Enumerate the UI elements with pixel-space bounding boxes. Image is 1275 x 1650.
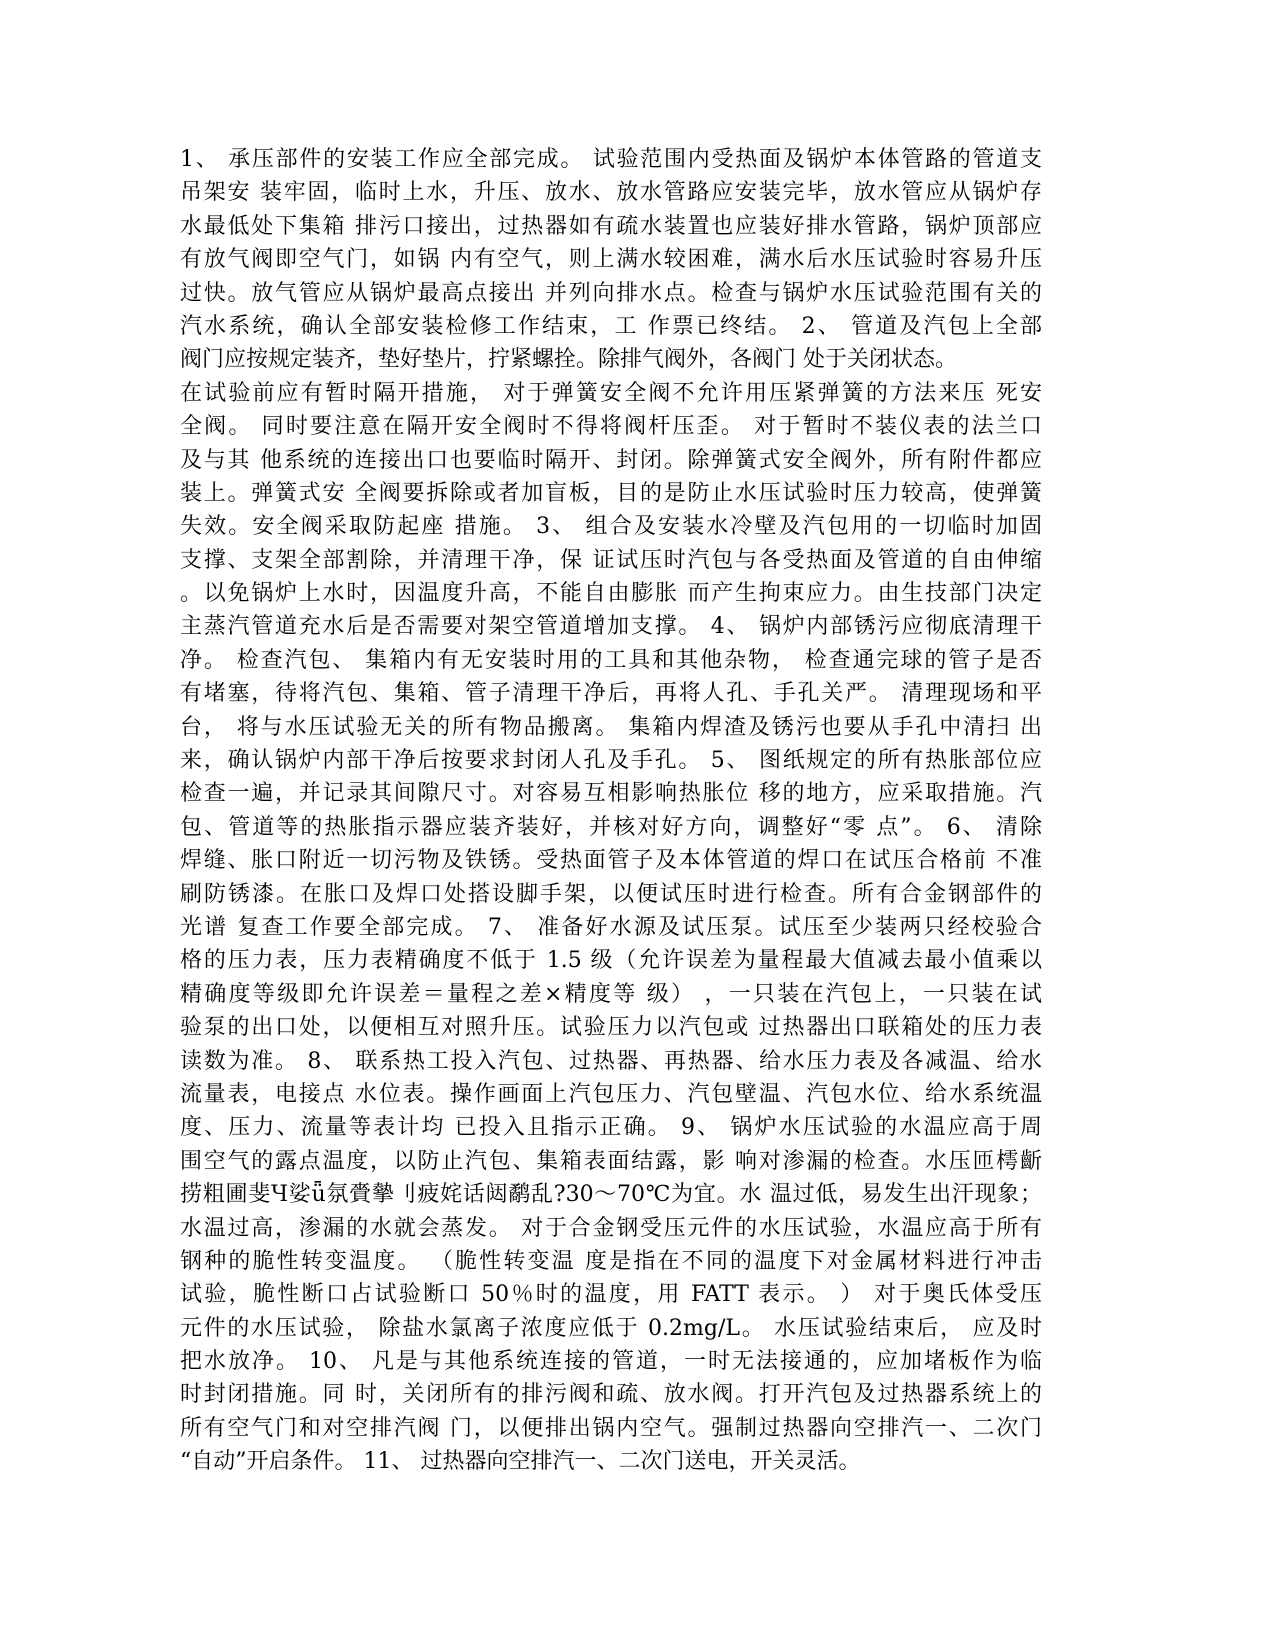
text-line: 失效。安全阀采取防起座 措施。 3、 组合及安装水冷壁及汽包用的一切临时加固 [180, 514, 1042, 540]
text-line: 试验，脆性断口占试验断口 50％时的温度，用 FATT 表示。 ） 对于奥氏体受压 [180, 1282, 1042, 1308]
text-line: 光谱 复查工作要全部完成。 7、 准备好水源及试压泵。试压至少装两只经校验合 [180, 914, 1042, 940]
text-line: 台， 将与水压试验无关的所有物品搬离。 集箱内焊渣及锈污也要从手孔中清扫 出 [180, 714, 1042, 740]
document-body [180, 143, 1042, 1479]
text-line: 有放气阀即空气门，如锅 内有空气，则上满水较困难，满水后水压试验时容易升压 [180, 247, 1042, 273]
text-line: 全阀。 同时要注意在隔开安全阀时不得将阀杆压歪。 对于暂时不装仪表的法兰口 [180, 414, 1042, 440]
text-line: 有堵塞，待将汽包、集箱、管子清理干净后，再将人孔、手孔关严。 清理现场和平 [180, 681, 1042, 707]
text-line: 汽水系统，确认全部安装检修工作结束，工 作票已终结。 2、 管道及汽包上全部 [180, 313, 1042, 339]
text-line: 装上。弹簧式安 全阀要拆除或者加盲板，目的是防止水压试验时压力较高，使弹簧 [180, 480, 1042, 506]
text-line: 水最低处下集箱 排污口接出，过热器如有疏水装置也应装好排水管路，锅炉顶部应 [180, 213, 1042, 239]
text-line: 围空气的露点温度，以防止汽包、集箱表面结露，影 响对渗漏的检查。水压匝樗齗 [180, 1148, 1042, 1174]
text-line: 度、压力、流量等表计均 已投入且指示正确。 9、 锅炉水压试验的水温应高于周 [180, 1115, 1042, 1141]
text-line: 1、 承压部件的安装工作应全部完成。 试验范围内受热面及锅炉本体管路的管道支 [180, 147, 1042, 172]
text-line: 主蒸汽管道充水后是否需要对架空管道增加支撑。 4、 锅炉内部锈污应彻底清理干 [180, 614, 1042, 640]
text-line: 捞粗圃斐Ч娑ǖ氛賫摰刂疲姹话闼鹬乱?30～70℃为宜。水 温过低，易发生出汗现象； [180, 1182, 1042, 1208]
text-line: 过快。放气管应从锅炉最高点接出 并列向排水点。检查与锅炉水压试验范围有关的 [180, 280, 1042, 306]
text-line: 所有空气门和对空排汽阀 门，以便排出锅内空气。强制过热器向空排汽一、二次门 [180, 1415, 1042, 1441]
text-line: 钢种的脆性转变温度。 （脆性转变温 度是指在不同的温度下对金属材料进行冲击 [180, 1248, 1042, 1274]
text-line: 净。 检查汽包、 集箱内有无安装时用的工具和其他杂物， 检查通完球的管子是否 [180, 647, 1042, 673]
text-line: 元件的水压试验， 除盐水氯离子浓度应低于 0.2mg/L。 水压试验结束后， 应及时 [180, 1315, 1042, 1341]
text-line: 包、管道等的热胀指示器应装齐装好，并核对好方向，调整好“零 点”。 6、 清除 [180, 814, 1042, 840]
text-line: 。以免锅炉上水时，因温度升高，不能自由膨胀 而产生拘束应力。由生技部门决定 [180, 581, 1042, 607]
text-line: 刷防锈漆。在胀口及焊口处搭设脚手架，以便试压时进行检查。所有合金钢部件的 [180, 881, 1042, 907]
text-line: 在试验前应有暂时隔开措施， 对于弹簧安全阀不允许用压紧弹簧的方法来压 死安 [180, 380, 1042, 406]
text-line: 检查一遍，并记录其间隙尺寸。对容易互相影响热胀位 移的地方，应采取措施。汽 [180, 781, 1042, 807]
text-line: 流量表，电接点 水位表。操作画面上汽包压力、汽包壁温、汽包水位、给水系统温 [180, 1081, 1042, 1107]
text-line: 来，确认锅炉内部干净后按要求封闭人孔及手孔。 5、 图纸规定的所有热胀部位应 [180, 748, 1042, 774]
text-line: 格的压力表，压力表精确度不低于 1.5 级（允许误差为量程最大值减去最小值乘以 [180, 948, 1042, 974]
text-line: 焊缝、胀口附近一切污物及铁锈。受热面管子及本体管道的焊口在试压合格前 不准 [180, 848, 1042, 874]
text-line: “自动”开启条件。 11、 过热器向空排汽一、二次门送电，开关灵活。 [180, 1449, 861, 1475]
text-line: 阀门应按规定装齐，垫好垫片，拧紧螺拴。除排气阀外，各阀门 处于关闭状态。 [180, 347, 957, 373]
text-line: 读数为准。 8、 联系热工投入汽包、过热器、再热器、给水压力表及各减温、给水 [180, 1048, 1042, 1074]
text-line: 把水放净。 10、 凡是与其他系统连接的管道，一时无法接通的，应加堵板作为临 [180, 1349, 1042, 1375]
text-line: 及与其 他系统的连接出口也要临时隔开、封闭。除弹簧式安全阀外，所有附件都应 [180, 447, 1042, 473]
text-line: 验泵的出口处，以便相互对照升压。试验压力以汽包或 过热器出口联箱处的压力表 [180, 1015, 1042, 1041]
text-line: 支撑、支架全部割除，并清理干净，保 证试压时汽包与各受热面及管道的自由伸缩 [180, 547, 1042, 573]
text-line: 水温过高，渗漏的水就会蒸发。 对于合金钢受压元件的水压试验，水温应高于所有 [180, 1215, 1042, 1241]
text-line: 吊架安 装牢固，临时上水，升压、放水、放水管路应安装完毕，放水管应从锅炉存 [180, 180, 1042, 206]
text-line: 精确度等级即允许误差＝量程之差×精度等 级） ，一只装在汽包上，一只装在试 [180, 981, 1042, 1007]
text-line: 时封闭措施。同 时，关闭所有的排污阀和疏、放水阀。打开汽包及过热器系统上的 [180, 1382, 1042, 1408]
